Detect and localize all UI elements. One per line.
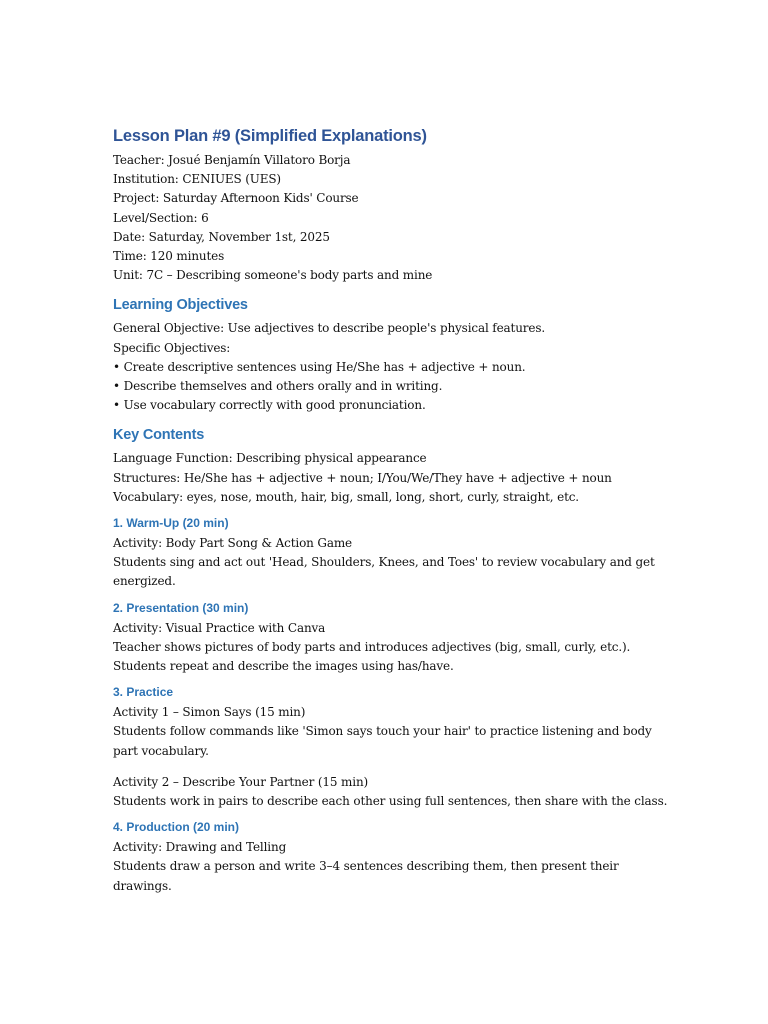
lesson-info — [113, 151, 673, 285]
page-title: Lesson Plan #9 (Simplified Explanations) — [113, 127, 427, 145]
presentation-section — [113, 619, 673, 677]
practice-activity-2: Activity 2 – Describe Your Partner (15 min) — [113, 774, 369, 789]
paragraph-spacer — [113, 761, 673, 773]
production-heading: 4. Production (20 min) — [113, 820, 240, 835]
info-level: Level/Section: 6 — [113, 210, 209, 225]
document-page — [113, 125, 673, 896]
warmup-section — [113, 534, 673, 592]
objective-item: • Describe themselves and others orally and in writing. — [113, 379, 443, 394]
info-project: Project: Saturday Afternoon Kids' Course — [113, 191, 359, 206]
objective-item: • Use vocabulary correctly with good pronunciation. — [113, 398, 426, 413]
general-objective: General Objective: Use adjectives to describe people's physical features. — [113, 321, 546, 336]
info-date: Date: Saturday, November 1st, 2025 — [113, 229, 330, 244]
practice-heading: 3. Practice — [113, 685, 174, 700]
objectives-heading: Learning Objectives — [113, 297, 248, 314]
warmup-activity: Activity: Body Part Song & Action Game — [113, 536, 353, 551]
info-teacher: Teacher: Josué Benjamín Villatoro Borja — [113, 153, 351, 167]
warmup-description: Students sing and act out 'Head, Shoulders, Knees, and Toes' to review vocabulary and get — [113, 555, 655, 570]
presentation-activity: Activity: Visual Practice with Canva — [113, 620, 326, 635]
production-section — [113, 838, 673, 896]
warmup-heading: 1. Warm-Up (20 min) — [113, 516, 229, 531]
presentation-description-cont: Students repeat and describe the images using has/have. — [113, 659, 454, 674]
production-activity: Activity: Drawing and Telling — [113, 840, 287, 855]
info-unit: Unit: 7C – Describing someone's body parts and mine — [113, 268, 433, 283]
objectives-section — [113, 319, 673, 415]
info-time: Time: 120 minutes — [113, 249, 225, 264]
practice-activity-1: Activity 1 – Simon Says (15 min) — [113, 705, 306, 720]
practice-activity-1-description-cont: part vocabulary. — [113, 743, 209, 758]
production-description: Students draw a person and write 3–4 sentences describing them, then present their — [113, 859, 619, 874]
structures: Structures: He/She has + adjective + noun; I/You/We/They have + adjective + noun — [113, 470, 612, 485]
info-institution: Institution: CENIUES (UES) — [113, 172, 281, 187]
warmup-description-cont: energized. — [113, 574, 176, 589]
presentation-heading: 2. Presentation (30 min) — [113, 600, 249, 615]
contents-heading: Key Contents — [113, 427, 205, 444]
practice-activity-2-description: Students work in pairs to describe each other using full sentences, then share with the class. — [113, 794, 668, 809]
practice-section — [113, 703, 673, 811]
specific-objectives-label: Specific Objectives: — [113, 340, 231, 355]
vocabulary: Vocabulary: eyes, nose, mouth, hair, big, small, long, short, curly, straight, etc. — [113, 489, 579, 504]
objective-item: • Create descriptive sentences using He/She has + adjective + noun. — [113, 359, 526, 374]
production-description-cont: drawings. — [113, 878, 172, 893]
contents-section — [113, 449, 673, 507]
practice-activity-1-description: Students follow commands like 'Simon says touch your hair' to practice listening and body — [113, 724, 652, 739]
language-function: Language Function: Describing physical appearance — [113, 451, 427, 466]
presentation-description: Teacher shows pictures of body parts and introduces adjectives (big, small, curly, etc.). — [113, 639, 631, 654]
